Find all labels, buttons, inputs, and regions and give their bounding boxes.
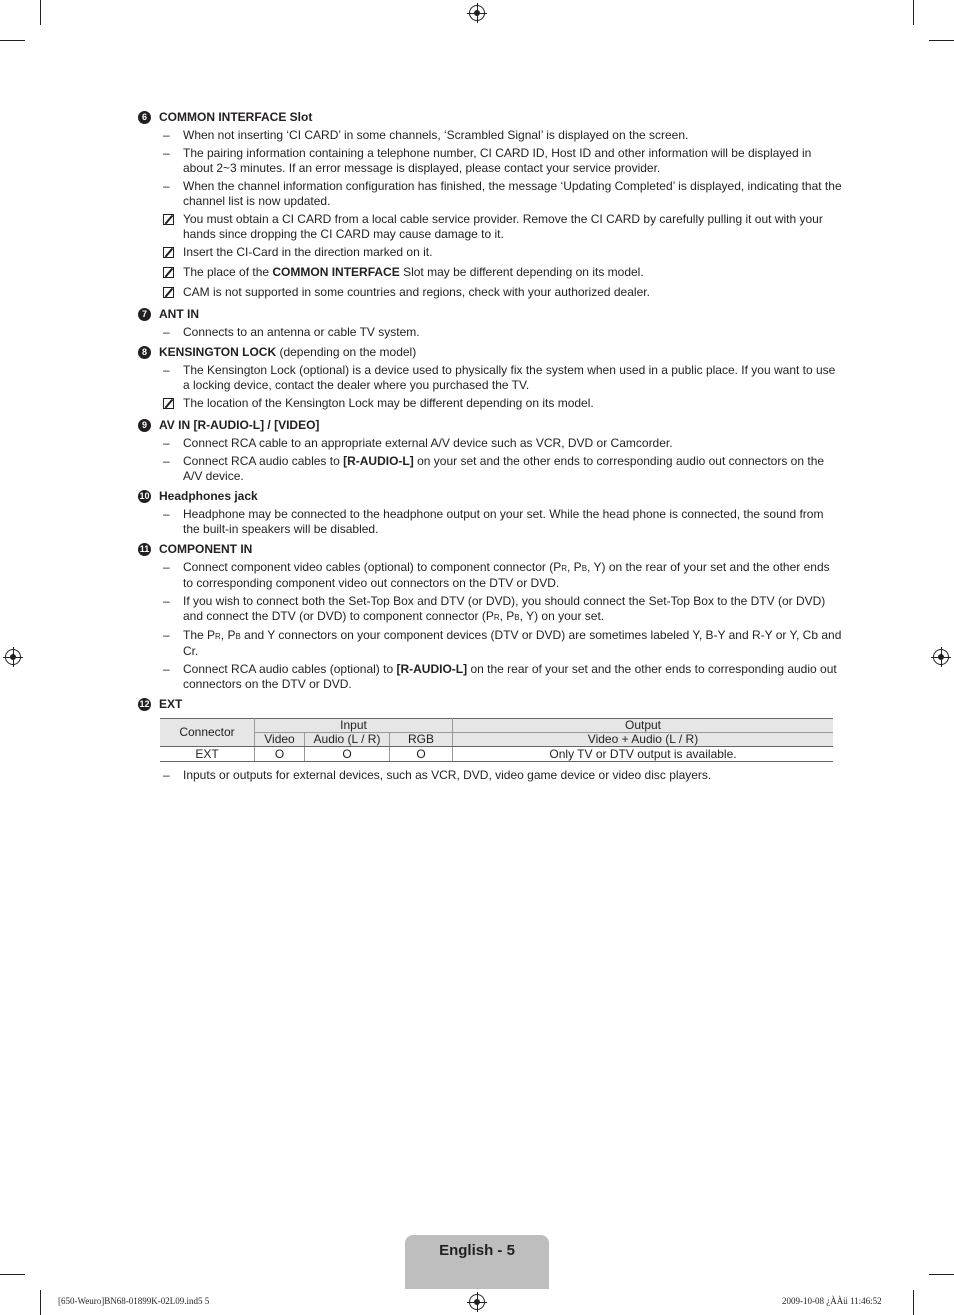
dash-marker: – bbox=[163, 436, 170, 450]
crop-mark-top-left-h bbox=[0, 40, 25, 41]
note-marker bbox=[138, 396, 183, 413]
item-text bbox=[183, 507, 842, 537]
list-item bbox=[138, 179, 842, 209]
section-heading bbox=[138, 542, 842, 557]
subscript-text: B bbox=[581, 564, 588, 573]
crop-mark-top-right-h bbox=[929, 40, 954, 41]
subscript-text: R bbox=[493, 613, 500, 622]
subscript-text: B bbox=[514, 613, 520, 622]
item-text bbox=[183, 245, 842, 262]
text-run: , P bbox=[499, 609, 515, 623]
note-pencil-icon bbox=[163, 247, 174, 258]
list-item bbox=[138, 245, 842, 262]
text-run: Slot may be different depending on its model. bbox=[399, 265, 644, 279]
text-run: Connect RCA cable to an appropriate external A/V device such as VCR, DVD or Camcorder. bbox=[183, 436, 673, 450]
section-number-badge: 7 bbox=[138, 308, 151, 321]
item-text bbox=[183, 179, 842, 209]
subscript-text: R bbox=[561, 564, 568, 573]
ext-connector-table bbox=[160, 718, 833, 762]
list-item bbox=[138, 628, 842, 659]
text-run: If you wish to connect both the Set-Top Box and DTV (or DVD), you should connect the Set-Top Box to the DTV (or DVD) and connect the DTV (or DVD) to component connector (P bbox=[183, 594, 826, 623]
ext-note-item bbox=[138, 768, 842, 783]
item-text bbox=[183, 128, 842, 143]
rgb-subheader: RGB bbox=[390, 733, 453, 747]
crop-mark-bottom-right-v bbox=[913, 1290, 914, 1315]
list-item bbox=[138, 146, 842, 176]
subscript-text: B bbox=[235, 632, 241, 641]
section-title: AV IN [R-AUDIO-L] / [VIDEO] bbox=[159, 418, 320, 432]
output-header: Output bbox=[453, 719, 834, 733]
note-marker bbox=[138, 265, 183, 282]
list-item bbox=[138, 507, 842, 537]
item-text bbox=[183, 594, 842, 625]
registration-mark-bottom-icon bbox=[469, 1294, 485, 1310]
section-heading bbox=[138, 345, 842, 360]
list-item bbox=[138, 436, 842, 451]
registration-mark-right-icon bbox=[933, 649, 949, 665]
dash-marker: – bbox=[163, 768, 170, 782]
section-number-badge: 6 bbox=[138, 111, 151, 124]
text-run: , Y) on your set. bbox=[519, 609, 605, 623]
registration-mark-left-icon bbox=[5, 649, 21, 665]
list-item bbox=[138, 212, 842, 242]
list-item bbox=[138, 325, 842, 340]
section-title: COMPONENT IN bbox=[159, 542, 253, 556]
crop-mark-top-left-v bbox=[40, 0, 41, 25]
text-run: on your set and the other ends to corresponding audio out connectors on the A/V device. bbox=[183, 454, 825, 483]
manual-content bbox=[138, 110, 842, 786]
text-run: , P bbox=[220, 628, 236, 642]
subscript-text: R bbox=[215, 632, 221, 641]
video-subheader: Video bbox=[255, 733, 305, 747]
section-title-note: (depending on the model) bbox=[276, 345, 417, 359]
section-number-badge: 8 bbox=[138, 346, 151, 359]
table-subheader-row bbox=[160, 733, 833, 747]
text-run: The location of the Kensington Lock may be different depending on its model. bbox=[183, 396, 594, 410]
dash-marker: – bbox=[163, 325, 170, 339]
text-run: Headphone may be connected to the headphone output on your set. While the head phone is connected, the sound from the built-in speakers will be disabled. bbox=[183, 507, 824, 536]
text-run: You must obtain a CI CARD from a local cable service provider. Remove the CI CARD by carefully pulling it out with your hands since dropping the CI CARD may cause damage to it. bbox=[183, 212, 823, 241]
item-text bbox=[183, 662, 842, 692]
section-heading bbox=[138, 307, 842, 322]
note-pencil-icon bbox=[163, 287, 174, 298]
item-text bbox=[183, 325, 842, 340]
item-text bbox=[183, 285, 842, 302]
crop-mark-bottom-left-h bbox=[0, 1274, 25, 1275]
dash-marker: – bbox=[163, 179, 170, 193]
row-connector: EXT bbox=[160, 747, 255, 762]
input-header: Input bbox=[255, 719, 453, 733]
text-run: on the rear of your set and the other ends to corresponding audio out connectors on the DTV or DVD. bbox=[183, 662, 837, 691]
text-run: The pairing information containing a telephone number, CI CARD ID, Host ID and other information will be displayed in about 2~3 minutes. If an error message is displayed, please contact your service provider. bbox=[183, 146, 812, 175]
section-number-badge: 9 bbox=[138, 419, 151, 432]
text-run: Insert the CI-Card in the direction marked on it. bbox=[183, 245, 433, 259]
item-text bbox=[183, 628, 842, 659]
section-number-badge: 11 bbox=[139, 544, 150, 554]
registration-mark-top-icon bbox=[469, 5, 485, 21]
item-text bbox=[183, 560, 842, 591]
text-run: The place of the bbox=[183, 265, 273, 279]
row-audio: O bbox=[305, 747, 390, 762]
row-video: O bbox=[255, 747, 305, 762]
section-title: Headphones jack bbox=[159, 489, 258, 503]
item-text bbox=[183, 454, 842, 484]
section-title: KENSINGTON LOCK bbox=[159, 345, 277, 359]
row-output: Only TV or DTV output is available. bbox=[453, 747, 834, 762]
crop-mark-bottom-left-v bbox=[40, 1290, 41, 1315]
text-run: When not inserting ‘CI CARD’ in some channels, ‘Scrambled Signal’ is displayed on the screen. bbox=[183, 128, 689, 142]
item-text bbox=[183, 436, 842, 451]
section-number-badge: 12 bbox=[139, 699, 150, 709]
dash-marker: – bbox=[163, 628, 170, 642]
note-marker bbox=[138, 245, 183, 262]
text-run: Connect RCA audio cables (optional) to bbox=[183, 662, 397, 676]
section-list bbox=[138, 110, 842, 692]
section-title: ANT IN bbox=[159, 307, 199, 321]
list-item bbox=[138, 454, 842, 484]
list-item bbox=[138, 265, 842, 282]
section-heading bbox=[138, 110, 842, 125]
list-item bbox=[138, 363, 842, 393]
audio-subheader: Audio (L / R) bbox=[305, 733, 390, 747]
file-slug: [650-Weuro]BN68-01899K-02L09.ind5 5 bbox=[58, 1296, 210, 1306]
section-heading bbox=[138, 418, 842, 433]
text-run: Connects to an antenna or cable TV system. bbox=[183, 325, 420, 339]
text-run: When the channel information configuration has finished, the message ‘Updating Completed’ is displayed, indicating that the channel list is now updated. bbox=[183, 179, 842, 208]
item-text bbox=[183, 146, 842, 176]
crop-mark-bottom-right-h bbox=[929, 1274, 954, 1275]
print-timestamp: 2009-10-08 ¿ÀÀü 11:46:52 bbox=[782, 1296, 882, 1306]
bold-text: COMMON INTERFACE bbox=[272, 265, 400, 279]
dash-marker: – bbox=[163, 594, 170, 608]
dash-marker: – bbox=[163, 560, 170, 574]
dash-marker: – bbox=[163, 454, 170, 468]
dash-marker: – bbox=[163, 363, 170, 377]
note-marker bbox=[138, 212, 183, 242]
list-item bbox=[138, 396, 842, 413]
bold-text: [R-AUDIO-L] bbox=[396, 662, 468, 676]
item-text bbox=[183, 363, 842, 393]
list-item bbox=[138, 285, 842, 302]
list-item bbox=[138, 594, 842, 625]
note-pencil-icon bbox=[163, 214, 174, 225]
section-heading-ext bbox=[138, 697, 842, 712]
page-number-tab bbox=[405, 1235, 549, 1289]
section-number-badge: 10 bbox=[139, 491, 150, 501]
table-row bbox=[160, 747, 833, 762]
dash-marker: – bbox=[163, 507, 170, 521]
table-header-row bbox=[160, 719, 833, 733]
text-run: , Y) on the rear of your set and the other ends to corresponding component video out connectors on the DTV or DVD. bbox=[183, 560, 830, 590]
note-marker bbox=[138, 285, 183, 302]
dash-marker: – bbox=[163, 146, 170, 160]
note-pencil-icon bbox=[163, 398, 174, 409]
text-run: The Kensington Lock (optional) is a device used to physically fix the system when used in a public place. If you want to use a locking device, contact the dealer where you purchased the TV. bbox=[183, 363, 836, 392]
text-run: CAM is not supported in some countries and regions, check with your authorized dealer. bbox=[183, 285, 650, 299]
crop-mark-top-right-v bbox=[913, 0, 914, 25]
list-item bbox=[138, 560, 842, 591]
item-text bbox=[183, 212, 842, 242]
section-title: COMMON INTERFACE Slot bbox=[159, 110, 313, 124]
item-text bbox=[183, 265, 842, 282]
text-run: Connect RCA audio cables to bbox=[183, 454, 344, 468]
text-run: The P bbox=[183, 628, 216, 642]
list-item bbox=[138, 662, 842, 692]
item-text: Inputs or outputs for external devices, such as VCR, DVD, video game device or video disc players. bbox=[183, 768, 712, 782]
row-rgb: O bbox=[390, 747, 453, 762]
connector-header: Connector bbox=[160, 719, 255, 747]
section-title: EXT bbox=[159, 697, 183, 711]
output-subheader: Video + Audio (L / R) bbox=[453, 733, 834, 747]
note-pencil-icon bbox=[163, 267, 174, 278]
section-heading bbox=[138, 489, 842, 504]
dash-marker: – bbox=[163, 128, 170, 142]
page-label: English - 5 bbox=[439, 1242, 515, 1259]
dash-marker: – bbox=[163, 662, 170, 676]
list-item bbox=[138, 128, 842, 143]
text-run: Connect component video cables (optional) to component connector (P bbox=[183, 560, 562, 574]
item-text bbox=[183, 396, 842, 413]
bold-text: [R-AUDIO-L] bbox=[343, 454, 414, 468]
text-run: , P bbox=[567, 560, 582, 574]
text-run: and Y connectors on your component devices (DTV or DVD) are sometimes labeled Y, B-Y and R-Y or Y, Cb and Cr. bbox=[183, 628, 842, 658]
